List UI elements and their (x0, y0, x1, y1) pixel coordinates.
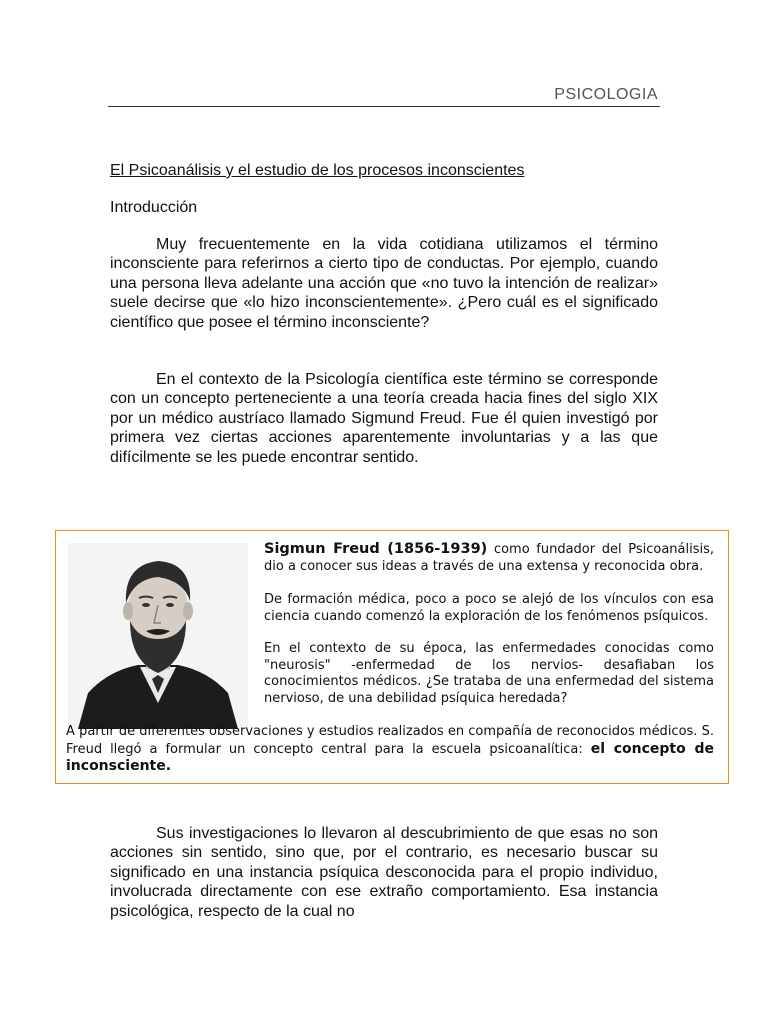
infobox-paragraph-3: En el contexto de su época, las enfermedades conocidas como "neurosis" -enfermedad de los nervios- desafiaban los conocimientos médicos. ¿Se trataba de una enfermedad del sistema nervioso, de una debilidad psíquica heredada? (264, 641, 714, 706)
freud-infobox (55, 530, 729, 784)
paragraph-2: En el contexto de la Psicología científica este término se corresponde con un concepto perteneciente a una teoría creada hacia fines del siglo XIX por un médico austríaco llamado Sigmund Freud. Fue él quien investigó por primera vez ciertas acciones aparentemente involuntarias y a las que difícilmente se les puede encontrar sentido. (110, 371, 658, 466)
freud-name: Sigmun Freud (1856-1939) (264, 541, 488, 557)
portrait-drawing (68, 543, 248, 729)
infobox-intro-text: como fundador del Psicoanálisis, dio a conocer sus ideas a través de una extensa y reconocida obra. (264, 542, 715, 574)
header-label: PSICOLOGIA (554, 86, 658, 103)
concept-highlight: el concepto de inconsciente. (66, 740, 714, 774)
infobox-paragraph-4 (66, 724, 714, 776)
freud-portrait-image (68, 543, 248, 729)
paragraph-1: Muy frecuentemente en la vida cotidiana utilizamos el término inconsciente para referirnos a cierto tipo de conductas. Por ejemplo, cuando una persona lleva adelante una acción que «no tuvo la intención de realizar» suele decirse que «lo hizo inconscientemente». ¿Pero cuál es el significado científico que posee el término inconsciente? (110, 236, 658, 331)
section-heading: Introducción (110, 199, 198, 216)
infobox-paragraph-2: De formación médica, poco a poco se alejó de los vínculos con esa ciencia cuando comenzó la exploración de los fenómenos psíquicos. (264, 592, 714, 624)
header-rule (108, 106, 660, 107)
infobox-paragraph-4-text: A partir de diferentes observaciones y estudios realizados en compañía de reconocidos médicos. S. Freud llegó a formular un concepto central para la escuela psicoanalítica: (66, 724, 714, 757)
page-title: El Psicoanálisis y el estudio de los procesos inconscientes (110, 162, 525, 179)
paragraph-3: Sus investigaciones lo llevaron al descubrimiento de que esas no son acciones sin sentido, sino que, por el contrario, es necesario buscar su significado en una instancia psíquica desconocida para el propio individuo, involucrada directamente con ese extraño comportamiento. Esa instancia psicológica, respecto de la cual no (110, 825, 658, 920)
infobox-intro (264, 541, 714, 575)
